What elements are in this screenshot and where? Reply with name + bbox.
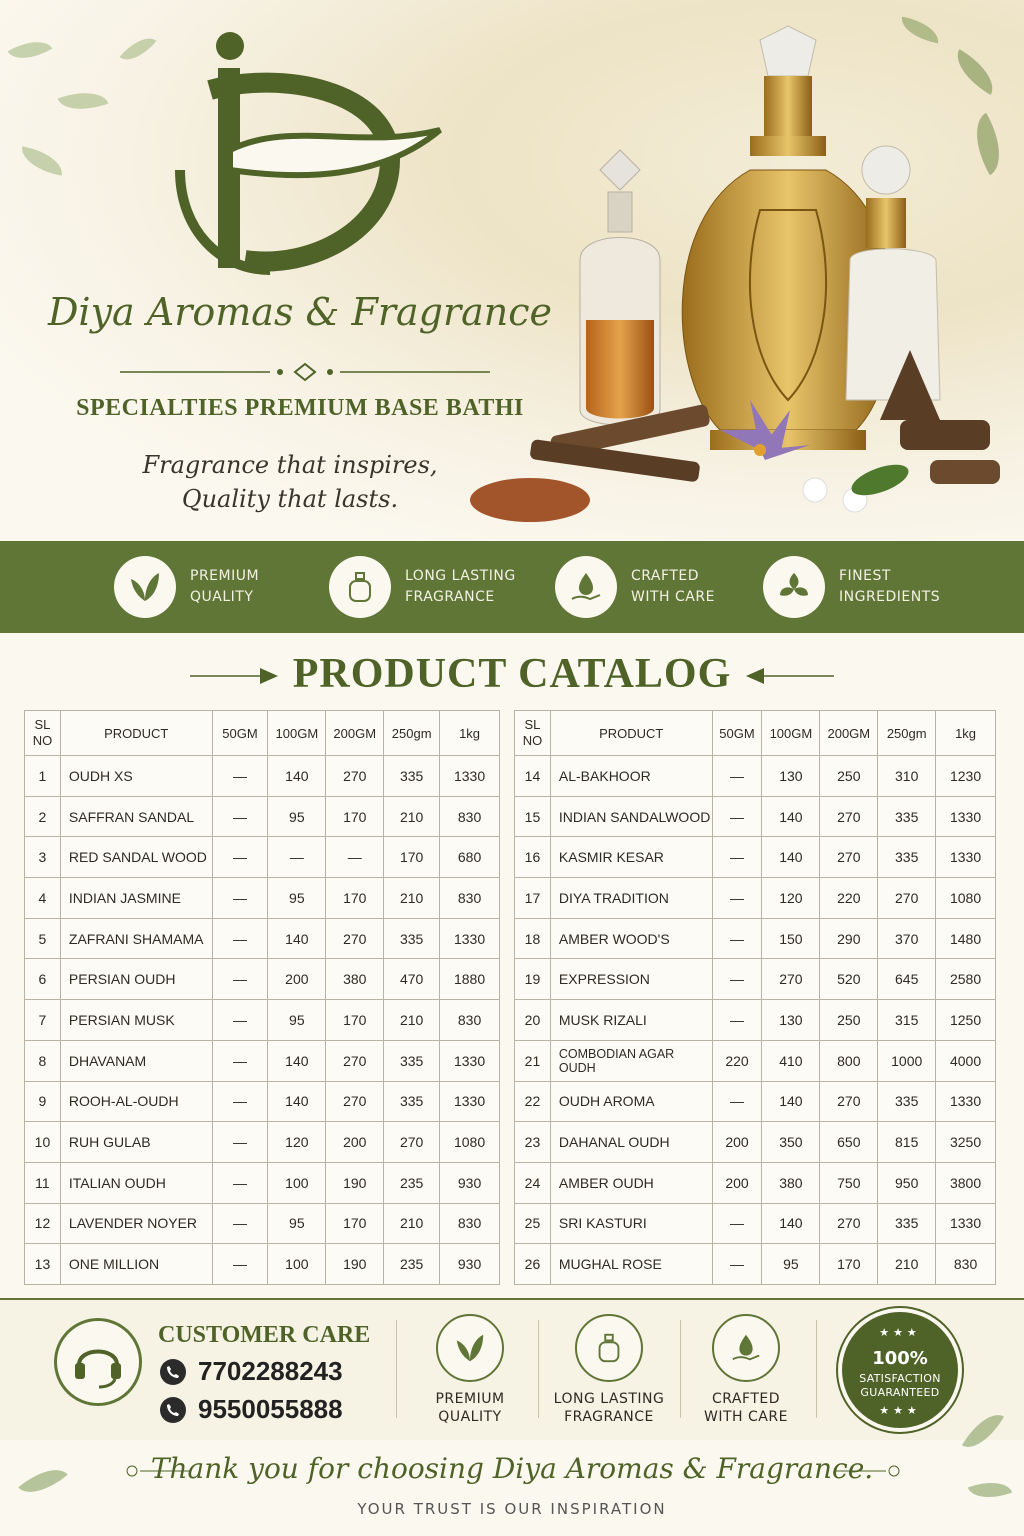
price-cell: 335 [384,918,440,959]
price-cell: — [712,1081,762,1122]
price-cell: 270 [326,756,384,797]
column-header: PRODUCT [60,711,212,756]
price-cell: 190 [326,1162,384,1203]
price-cell: 1000 [878,1040,936,1081]
price-cell: 1330 [936,1081,996,1122]
product-name-cell: ROOH-AL-OUDH [60,1081,212,1122]
headset-icon [54,1318,142,1406]
price-cell: — [212,1203,268,1244]
price-cell: 1330 [440,918,500,959]
serial-number-cell: 3 [25,837,61,878]
serial-number-cell: 8 [25,1040,61,1081]
drop-hand-icon [555,556,617,618]
price-cell: — [212,878,268,919]
price-cell: 210 [384,1000,440,1041]
table-row [515,1162,996,1203]
serial-number-cell: 5 [25,918,61,959]
price-cell: 335 [878,796,936,837]
table-row [25,796,500,837]
price-cell: 170 [820,1244,878,1285]
serial-number-cell: 13 [25,1244,61,1285]
price-cell: 315 [878,1000,936,1041]
price-cell: — [712,837,762,878]
product-table-left [24,710,500,1285]
phone-number-text: 9550055888 [198,1394,343,1424]
serial-number-cell: 23 [515,1122,551,1163]
price-cell: 335 [878,1203,936,1244]
table-row [25,1040,500,1081]
divider [396,1320,397,1418]
serial-number-cell: 10 [25,1122,61,1163]
perfume-bottles-illustration [460,20,1000,530]
table-row [515,1203,996,1244]
table-row [25,1244,500,1285]
price-cell: 270 [762,959,820,1000]
price-cell: 335 [384,1081,440,1122]
seal-percent: 100% [872,1348,928,1369]
price-cell: 335 [384,1040,440,1081]
price-cell: 170 [326,1000,384,1041]
feature-line-1: CRAFTED [631,568,699,584]
stars-icon: ★★★ [879,1326,921,1339]
feature-line-2: FRAGRANCE [405,589,495,605]
footer-feature-line-1: CRAFTED [712,1391,780,1407]
price-cell: — [212,1244,268,1285]
footer-feature-premium [410,1314,530,1426]
serial-number-cell: 4 [25,878,61,919]
product-name-cell: RED SANDAL WOOD [60,837,212,878]
table-row [25,1203,500,1244]
footer-feature-long-lasting [549,1314,669,1426]
decorative-leaf [120,29,157,68]
table-row [515,959,996,1000]
price-cell: 270 [820,796,878,837]
divider [816,1320,817,1418]
product-name-cell: SAFFRAN SANDAL [60,796,212,837]
price-cell: 190 [326,1244,384,1285]
product-name-cell: EXPRESSION [550,959,712,1000]
diya-logo-icon [160,30,460,280]
leaves-icon [114,556,176,618]
column-header: 200GM [820,711,878,756]
table-row [25,756,500,797]
price-cell: 210 [878,1244,936,1285]
price-cell: 120 [762,878,820,919]
product-name-cell: COMBODIAN AGAR OUDH [550,1040,712,1081]
product-name-cell: ITALIAN OUDH [60,1162,212,1203]
price-cell: 140 [268,1081,326,1122]
price-cell: 335 [878,837,936,878]
product-name-cell: ZAFRANI SHAMAMA [60,918,212,959]
price-cell: 235 [384,1244,440,1285]
column-header: 250gm [878,711,936,756]
table-row [25,959,500,1000]
price-cell: 120 [268,1122,326,1163]
price-cell: — [712,878,762,919]
feature-line-2: INGREDIENTS [839,589,941,605]
column-header: 50GM [712,711,762,756]
price-cell: 220 [712,1040,762,1081]
serial-number-cell: 24 [515,1162,551,1203]
price-cell: 1080 [440,1122,500,1163]
phone-number-1[interactable] [160,1356,343,1387]
price-cell: 830 [440,796,500,837]
table-row [515,1040,996,1081]
price-cell: 95 [268,878,326,919]
feature-premium-quality [114,555,259,619]
column-header: SL NO [515,711,551,756]
product-name-cell: INDIAN JASMINE [60,878,212,919]
price-cell: 1080 [936,878,996,919]
price-cell: 410 [762,1040,820,1081]
product-name-cell: ONE MILLION [60,1244,212,1285]
price-cell: 380 [762,1162,820,1203]
table-row [515,1000,996,1041]
product-name-cell: PERSIAN OUDH [60,959,212,1000]
table-row [25,1122,500,1163]
price-cell: 170 [326,1203,384,1244]
column-header: 1kg [440,711,500,756]
price-cell: 830 [440,1000,500,1041]
price-cell: 100 [268,1244,326,1285]
price-cell: 95 [268,1203,326,1244]
seal-line-1: SATISFACTION [859,1372,941,1385]
price-cell: 270 [384,1122,440,1163]
column-header: 100GM [268,711,326,756]
product-name-cell: INDIAN SANDALWOOD [550,796,712,837]
leaves-icon [436,1314,504,1382]
subtitle: SPECIALTIES PREMIUM BASE BATHI [76,395,524,421]
price-cell: 130 [762,1000,820,1041]
price-cell: 95 [762,1244,820,1285]
price-cell: 170 [384,837,440,878]
price-cell: 370 [878,918,936,959]
customer-care-title: CUSTOMER CARE [158,1322,371,1348]
table-header-row [515,711,996,756]
serial-number-cell: 18 [515,918,551,959]
price-cell: 830 [440,1203,500,1244]
satisfaction-seal [842,1312,958,1428]
price-cell: 270 [326,918,384,959]
price-cell: — [268,837,326,878]
product-name-cell: DAHANAL OUDH [550,1122,712,1163]
column-header: 1kg [936,711,996,756]
product-name-cell: SRI KASTURI [550,1203,712,1244]
table-row [25,1000,500,1041]
price-cell: 930 [440,1162,500,1203]
price-cell: 335 [384,756,440,797]
price-cell: 200 [712,1162,762,1203]
footer-feature-line-1: PREMIUM [435,1391,505,1407]
price-cell: 930 [440,1244,500,1285]
price-cell: 170 [326,796,384,837]
footer-feature-line-2: QUALITY [438,1409,502,1425]
serial-number-cell: 21 [515,1040,551,1081]
column-header: 100GM [762,711,820,756]
features-band [0,541,1024,633]
table-row [515,1122,996,1163]
price-cell: 140 [762,837,820,878]
price-cell: 1330 [936,837,996,878]
stars-icon: ★★★ [879,1404,921,1417]
price-cell: — [712,756,762,797]
footer-feature-line-2: FRAGRANCE [564,1409,654,1425]
table-row [515,918,996,959]
price-cell: 270 [326,1081,384,1122]
phone-number-2[interactable] [160,1394,343,1425]
table-row [515,796,996,837]
product-name-cell: MUSK RIZALI [550,1000,712,1041]
serial-number-cell: 9 [25,1081,61,1122]
price-cell: — [212,1162,268,1203]
product-name-cell: DIYA TRADITION [550,878,712,919]
price-cell: — [212,837,268,878]
product-table-right [514,710,996,1285]
price-cell: 140 [762,1081,820,1122]
price-cell: 350 [762,1122,820,1163]
price-cell: — [326,837,384,878]
price-cell: 140 [762,796,820,837]
table-row [25,878,500,919]
feature-line-1: FINEST [839,568,891,584]
price-cell: 520 [820,959,878,1000]
product-name-cell: AMBER OUDH [550,1162,712,1203]
price-cell: 1330 [440,756,500,797]
price-cell: — [712,1000,762,1041]
price-cell: — [212,1081,268,1122]
price-cell: 645 [878,959,936,1000]
phone-number-text: 7702288243 [198,1356,343,1386]
phone-icon [160,1359,186,1385]
price-cell: 270 [820,1203,878,1244]
price-cell: 830 [440,878,500,919]
thanks-ornament-right [836,1464,906,1478]
serial-number-cell: 19 [515,959,551,1000]
price-cell: 170 [326,878,384,919]
product-name-cell: OUDH AROMA [550,1081,712,1122]
price-cell: 140 [268,756,326,797]
serial-number-cell: 25 [515,1203,551,1244]
footer-feature-line-2: WITH CARE [704,1409,788,1425]
price-cell: 2580 [936,959,996,1000]
product-name-cell: MUGHAL ROSE [550,1244,712,1285]
feature-line-1: LONG LASTING [405,568,516,584]
price-cell: — [712,1244,762,1285]
feature-long-lasting [329,555,516,619]
price-cell: 150 [762,918,820,959]
column-header: 50GM [212,711,268,756]
price-cell: 750 [820,1162,878,1203]
price-cell: 1330 [936,1203,996,1244]
price-cell: 380 [326,959,384,1000]
price-cell: 200 [712,1122,762,1163]
price-cell: 1330 [440,1040,500,1081]
price-cell: 3800 [936,1162,996,1203]
divider [680,1320,681,1418]
price-cell: 210 [384,1203,440,1244]
price-cell: — [212,918,268,959]
price-cell: 95 [268,1000,326,1041]
title-ornament-right [744,664,834,688]
price-cell: 220 [820,878,878,919]
serial-number-cell: 17 [515,878,551,919]
price-cell: 650 [820,1122,878,1163]
hero-section [0,0,1024,540]
product-name-cell: PERSIAN MUSK [60,1000,212,1041]
table-row [515,756,996,797]
price-cell: — [212,959,268,1000]
price-cell: 250 [820,756,878,797]
column-header: 250gm [384,711,440,756]
divider [538,1320,539,1418]
price-cell: 140 [268,1040,326,1081]
catalog-title: PRODUCT CATALOG [292,651,732,697]
decorative-leaf [58,83,109,119]
perfume-bottle-icon [329,556,391,618]
price-cell: 800 [820,1040,878,1081]
price-cell: 1330 [440,1081,500,1122]
price-cell: 950 [878,1162,936,1203]
serial-number-cell: 11 [25,1162,61,1203]
feature-finest-ingredients [763,555,940,619]
table-row [515,837,996,878]
leaf-cluster-icon [763,556,825,618]
feature-line-2: WITH CARE [631,589,715,605]
decorative-leaf [8,31,53,68]
price-cell: 100 [268,1162,326,1203]
price-cell: 210 [384,796,440,837]
serial-number-cell: 16 [515,837,551,878]
table-header-row [25,711,500,756]
feature-line-2: QUALITY [190,589,254,605]
price-cell: 1880 [440,959,500,1000]
tagline-line-1: Fragrance that inspires, [142,451,438,479]
price-cell: 1230 [936,756,996,797]
price-cell: 335 [878,1081,936,1122]
price-cell: 470 [384,959,440,1000]
product-name-cell: LAVENDER NOYER [60,1203,212,1244]
price-cell: 140 [268,918,326,959]
drop-hand-icon [712,1314,780,1382]
product-name-cell: OUDH XS [60,756,212,797]
price-cell: 815 [878,1122,936,1163]
price-cell: 830 [936,1244,996,1285]
table-row [25,918,500,959]
phone-icon [160,1397,186,1423]
product-name-cell: KASMIR KESAR [550,837,712,878]
price-cell: 270 [878,878,936,919]
serial-number-cell: 14 [515,756,551,797]
trust-tagline: YOUR TRUST IS OUR INSPIRATION [357,1500,667,1518]
price-cell: — [212,1000,268,1041]
decorative-leaf [18,146,65,175]
price-cell: 235 [384,1162,440,1203]
perfume-bottle-icon [575,1314,643,1382]
price-cell: — [712,959,762,1000]
column-header: SL NO [25,711,61,756]
thank-you-message: Thank you for choosing Diya Aromas & Fragrance. [150,1452,874,1485]
table-row [515,878,996,919]
serial-number-cell: 7 [25,1000,61,1041]
serial-number-cell: 6 [25,959,61,1000]
serial-number-cell: 15 [515,796,551,837]
price-cell: — [212,796,268,837]
table-row [25,837,500,878]
price-cell: 200 [268,959,326,1000]
table-row [25,1081,500,1122]
price-cell: 310 [878,756,936,797]
price-cell: 1250 [936,1000,996,1041]
price-cell: 1330 [936,796,996,837]
price-cell: 95 [268,796,326,837]
footer-feature-line-1: LONG LASTING [553,1391,665,1407]
column-header: 200GM [326,711,384,756]
price-cell: 270 [326,1040,384,1081]
product-name-cell: DHAVANAM [60,1040,212,1081]
tagline-line-2: Quality that lasts. [181,485,399,513]
price-cell: 4000 [936,1040,996,1081]
price-cell: — [712,796,762,837]
product-name-cell: AL-BAKHOOR [550,756,712,797]
serial-number-cell: 12 [25,1203,61,1244]
table-row [515,1081,996,1122]
price-cell: 140 [762,1203,820,1244]
feature-line-1: PREMIUM [190,568,260,584]
table-row [25,1162,500,1203]
brand-name: Diya Aromas & Fragrance [47,290,553,334]
product-name-cell: AMBER WOOD'S [550,918,712,959]
price-cell: 290 [820,918,878,959]
price-cell: — [212,1040,268,1081]
feature-crafted [555,555,715,619]
price-cell: 270 [820,837,878,878]
price-cell: 270 [820,1081,878,1122]
product-name-cell: RUH GULAB [60,1122,212,1163]
price-cell: — [212,1122,268,1163]
ornament-divider [120,362,490,382]
price-cell: 1480 [936,918,996,959]
footer-feature-crafted [686,1314,806,1426]
price-cell: 200 [326,1122,384,1163]
price-cell: 250 [820,1000,878,1041]
price-cell: 130 [762,756,820,797]
table-row [515,1244,996,1285]
serial-number-cell: 1 [25,756,61,797]
seal-line-2: GUARANTEED [860,1386,940,1399]
column-header: PRODUCT [550,711,712,756]
price-cell: 3250 [936,1122,996,1163]
price-cell: — [212,756,268,797]
price-cell: — [712,918,762,959]
serial-number-cell: 26 [515,1244,551,1285]
serial-number-cell: 22 [515,1081,551,1122]
serial-number-cell: 20 [515,1000,551,1041]
serial-number-cell: 2 [25,796,61,837]
price-cell: 680 [440,837,500,878]
footer-section [0,1298,1024,1440]
price-cell: — [712,1203,762,1244]
price-cell: 210 [384,878,440,919]
